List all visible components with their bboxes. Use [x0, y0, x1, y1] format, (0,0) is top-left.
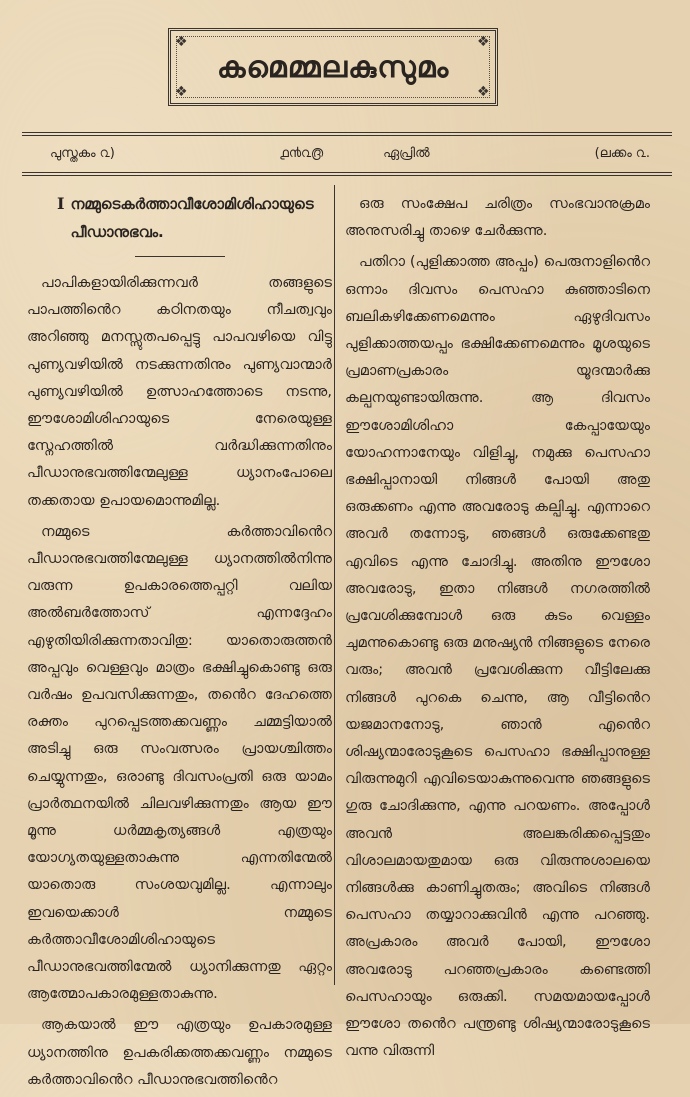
paragraph: ആകയാൽ ഈ എത്രയും ഉപകാരമുള്ള ധ്യാനത്തിനു ഉപകരിക്കത്തക്കവണ്ണം നമ്മുടെ കർത്താവിൻെറ പീഡാനുഭവത്തിൻെറ	[27, 1016, 332, 1088]
ornament-icon: ❖	[175, 84, 188, 100]
paragraph: പാപികളായിരിക്കുന്നവർ തങ്ങളുടെ പാപത്തിൻെറ കഠിനതയും നീചത്വവും അറിഞ്ഞു മനസ്സുതപപ്പെട്ടു പാപവഴിയെ വിട്ടു പുണ്യവഴിയിൽ നടക്കുന്നതിനും പുണ്യവാന്മാർ പുണ്യവഴിയിൽ ഉത്സാഹത്തോടെ നടന്നു, ഈശോമിശിഹായുടെ നേരെയുള്ള സ്നേഹത്തിൽ വർദ്ധിക്കുന്നതിനും പീഡാനുഭവത്തിന്മേലുള്ള ധ്യാനംപോലെ തക്കതായ ഉപായമൊന്നുമില്ല.	[27, 274, 332, 509]
ornament-icon: ❖	[175, 34, 188, 50]
heading-rule	[135, 256, 225, 257]
right-column	[345, 190, 650, 1069]
header-rule-bottom	[22, 172, 672, 173]
paragraph: നമ്മുടെ കർത്താവിൻെറ പീഡാനുഭവത്തിന്മേലുള്ള ധ്യാനത്തിൽനിന്നു വരുന്ന ഉപകാരത്തെപ്പറ്റി വലിയ അൽബർത്തോസ് എന്നദ്ദേഹം എഴുതിയിരിക്കുന്നതാവിതു: യാതൊരുത്തൻ അപ്പവും വെള്ളവും മാത്രം ഭക്ഷിച്ചുകൊണ്ടു ഒരു വർഷം ഉപവസിക്കുന്നതും, തൻെറ ദേഹത്തെ രക്തം പുറപ്പെടത്തക്കവണ്ണം ചമ്മട്ടിയാൽ അടിച്ചു ഒരു സംവത്സരം പ്രായശ്ചിത്തം ചെയ്യുന്നതും, ഒരാണ്ടു ദിവസംപ്രതി ഒരു യാമം പ്രാർത്ഥനയിൽ ചിലവഴിക്കുന്നതും ആയ ഈ മൂന്നു ധർമ്മകൃത്യങ്ങൾ എത്രയും യോഗ്യതയുള്ളതാകുന്നു എന്നതിന്മേൽ യാതൊരു സംശയവുമില്ല. എന്നാലും ഇവയെക്കാൾ നമ്മുടെ കർത്താവീശോമിശിഹായുടെ പീഡാനുഭവത്തിന്മേൽ ധ്യാനിക്കുന്നതു ഏറ്റം ആത്മോപകാരമുള്ളതാകുന്നു.	[27, 522, 332, 1003]
masthead-title: കമെമ്മലകുസുമം	[216, 49, 450, 85]
volume-label: പുസ്തകം ൨)	[50, 145, 115, 161]
paragraph: പതിറാ (പുളിക്കാത്ത അപ്പം) പെരുനാളിൻെറ ഒന്നാം ദിവസം പെസഹാ കുഞ്ഞാടിനെ ബലികഴിക്കേണമെന്നും ഏഴുദിവസം പുളിക്കാത്തയപ്പം ഭക്ഷിക്കേണമെന്നും മൂശയുടെ പ്രമാണപ്രകാരം യൂദന്മാർക്കു കല്പനയുണ്ടായിരുന്നു. ആ ദിവസം ഈശോമിശിഹാ കേപ്പായേയും യോഹന്നാനേയും വിളിച്ചു, നമുക്കു പെസഹാ ഭക്ഷിപ്പാനായി നിങ്ങൾ പോയി അതു ഒരുക്കണം എന്നു അവരോടു കല്പിച്ചു. എന്നാറെ അവർ തന്നോടു, ഞങ്ങൾ ഒരുക്കേണ്ടതു എവിടെ എന്നു ചോദിച്ചു. അതിനു ഈശോ അവരോടു, ഇതാ നിങ്ങൾ നഗരത്തിൽ പ്രവേശിക്കുമ്പോൾ ഒരു കുടം വെള്ളം ചുമന്നുകൊണ്ടു ഒരു മനുഷ്യൻ നിങ്ങളുടെ നേരെ വരും; അവൻ പ്രവേശിക്കുന്ന വീട്ടിലേക്കു നിങ്ങൾ പുറകെ ചെന്നു, ആ വീട്ടിൻെറ യജമാനനോടു, ഞാൻ എൻെറ ശിഷ്യന്മാരോടുകൂടെ പെസഹാ ഭക്ഷിപ്പാനുള്ള വിരുന്നുമുറി എവിടെയാകുന്നുവെന്നു ഞങ്ങളുടെ ഗുരു ചോദിക്കുന്നു, എന്നു പറയണം. അപ്പോൾ അവൻ അലങ്കരിക്കപ്പെട്ടതും വിശാലമായതുമായ ഒരു വിരുന്നുശാലയെ നിങ്ങൾക്കു കാണിച്ചുതരും; അവിടെ നിങ്ങൾ പെസഹാ തയ്യാറാക്കുവിൻ എന്നു പറഞ്ഞു. അപ്രകാരം അവർ പോയി, ഈശോ അവരോടു പറഞ്ഞപ്രകാരം കണ്ടെത്തി പെസഹായും ഒരുക്കി. സമയമായപ്പോൾ ഈശോ തൻെറ പന്ത്രണ്ടു ശിഷ്യന്മാരോടുകൂടെ വന്നു വിരുന്നി	[345, 253, 650, 1060]
article-title: നമ്മുടെകർത്താവീശോമിശിഹായുടെ പീഡാനുഭവം.	[70, 195, 314, 241]
header-rule-top	[22, 132, 672, 133]
left-column	[27, 190, 332, 1097]
paragraph: ഒരു സംക്ഷേപ ചരിത്രം സംഭവാനുക്രമം അനുസരിച്ചു താഴെ ചേർക്കുന്നു.	[345, 195, 650, 240]
ornament-icon: ❖	[477, 34, 490, 50]
ornament-icon: ❖	[477, 84, 490, 100]
article-number: I	[57, 194, 65, 213]
issue-number: (ലക്കം ൨.	[594, 145, 650, 161]
header-rule-bottom-inner	[22, 175, 672, 176]
masthead-frame	[168, 28, 498, 106]
date-group	[280, 146, 430, 161]
issue-line	[50, 140, 650, 166]
issue-month: ഏപ്രിൽ	[383, 145, 430, 161]
column-divider	[334, 185, 335, 985]
article-heading	[57, 190, 332, 246]
header-rule-top-inner	[22, 135, 672, 136]
issue-year: ൧൯൨൫	[279, 145, 324, 161]
